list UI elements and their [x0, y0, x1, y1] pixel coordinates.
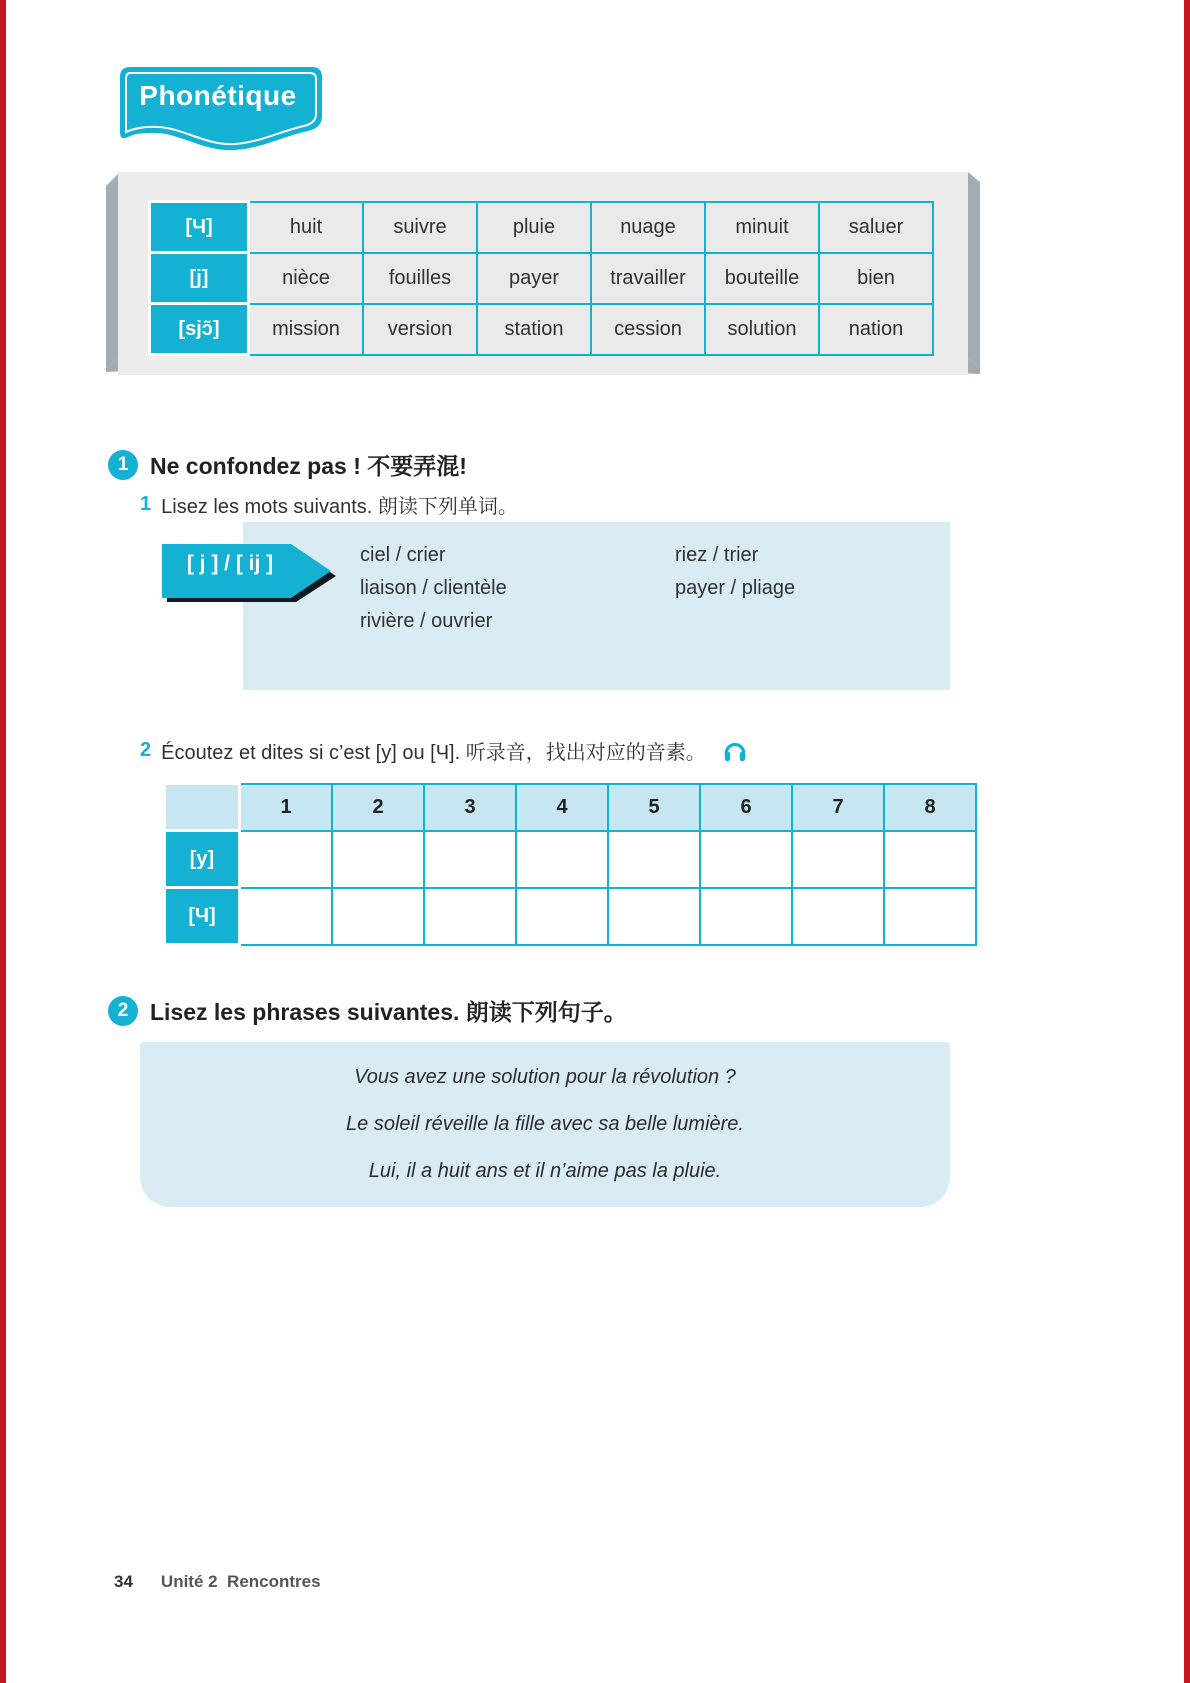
- word-cell: fouilles: [363, 253, 477, 304]
- exercise-number: 2: [140, 739, 152, 761]
- answer-cell: [700, 888, 792, 945]
- page-number: 34: [114, 1572, 133, 1591]
- page-edge-left: [0, 0, 6, 1683]
- column-header-cell: 4: [516, 784, 608, 831]
- phonetics-row: [150, 202, 934, 253]
- answer-cell: [240, 888, 333, 945]
- word-cell: payer: [477, 253, 591, 304]
- word-cell: solution: [705, 304, 819, 355]
- answer-cell: [240, 831, 333, 888]
- section-2-title: Lisez les phrases suivantes. 朗读下列句子。: [150, 999, 627, 1025]
- listening-row: [165, 831, 977, 888]
- phonetics-row: [150, 253, 934, 304]
- word-cell: bouteille: [705, 253, 819, 304]
- answer-cell: [792, 831, 884, 888]
- page-edge-right: [1184, 0, 1190, 1683]
- phonetics-row: [150, 304, 934, 355]
- word-pair: ciel / crier: [360, 544, 446, 566]
- answer-cell: [516, 888, 608, 945]
- phonetique-banner: [113, 64, 331, 156]
- word-cell: bien: [819, 253, 933, 304]
- section-1-heading: [108, 448, 467, 481]
- sentence-line: Le soleil réveille la fille avec sa belle lumière.: [346, 1113, 744, 1135]
- exercise-1-instruction: Lisez les mots suivants. 朗读下列单词。: [161, 496, 518, 518]
- column-header-cell: 7: [792, 784, 884, 831]
- section-number-badge: 2: [108, 996, 138, 1026]
- column-header-cell: 3: [424, 784, 516, 831]
- sentence-line: Lui, il a huit ans et il n’aime pas la pluie.: [368, 1160, 722, 1182]
- phonetics-table: [148, 200, 934, 356]
- word-cell: suivre: [363, 202, 477, 253]
- answer-cell: [608, 888, 700, 945]
- word-pair: payer / pliage: [675, 577, 796, 599]
- answer-cell: [424, 888, 516, 945]
- section-number-badge: 1: [108, 450, 138, 480]
- listening-table: [163, 782, 977, 946]
- answer-cell: [792, 888, 884, 945]
- word-cell: station: [477, 304, 591, 355]
- headphones-icon: [722, 738, 748, 764]
- word-cell: pluie: [477, 202, 591, 253]
- sentences-box: [140, 1042, 950, 1207]
- word-cell: huit: [249, 202, 364, 253]
- word-pair: liaison / clientèle: [360, 577, 507, 599]
- exercise-2-instruction-row: [140, 736, 748, 765]
- listening-row: [165, 888, 977, 945]
- section-2-heading: [108, 994, 627, 1027]
- exercise-1-instruction-row: [140, 490, 518, 519]
- sentences: [346, 1066, 744, 1183]
- word-cell: nation: [819, 304, 933, 355]
- word-cell: cession: [591, 304, 705, 355]
- phonetics-table-body: [150, 202, 934, 355]
- phonetic-symbol-cell: [Ч]: [150, 202, 249, 253]
- exercise-number: 1: [140, 493, 152, 515]
- column-header-cell: 5: [608, 784, 700, 831]
- corner-cell: [165, 784, 240, 831]
- row-label-cell: [y]: [165, 831, 240, 888]
- word-cell: saluer: [819, 202, 933, 253]
- answer-cell: [700, 831, 792, 888]
- phonetic-symbol-cell: [j]: [150, 253, 249, 304]
- page-footer: [114, 1572, 321, 1592]
- column-header-cell: 8: [884, 784, 976, 831]
- word-pair: riez / trier: [675, 544, 759, 566]
- word-cell: minuit: [705, 202, 819, 253]
- answer-cell: [884, 888, 976, 945]
- unit-label: Unité 2 Rencontres: [160, 1572, 321, 1591]
- word-cell: mission: [249, 304, 364, 355]
- listening-table-body: [165, 831, 977, 945]
- banner-title: Phonétique: [139, 80, 297, 111]
- answer-cell: [332, 888, 424, 945]
- answer-cell: [608, 831, 700, 888]
- phoneme-arrow-banner: [160, 540, 340, 604]
- answer-cell: [516, 831, 608, 888]
- arrow-banner-label: [ j ] / [ ij ]: [186, 552, 274, 575]
- word-pair: rivière / ouvrier: [360, 610, 493, 632]
- exercise-2-instruction: Écoutez et dites si c’est [y] ou [Ч]. 听录音，找出对应的音素。: [161, 742, 706, 764]
- word-cell: version: [363, 304, 477, 355]
- section-1-title: Ne confondez pas ! 不要弄混!: [150, 453, 467, 479]
- word-cell: nuage: [591, 202, 705, 253]
- word-pairs-right: [675, 545, 795, 599]
- word-cell: travailler: [591, 253, 705, 304]
- answer-cell: [884, 831, 976, 888]
- column-header-cell: 1: [240, 784, 333, 831]
- column-header-cell: 6: [700, 784, 792, 831]
- word-cell: nièce: [249, 253, 364, 304]
- phonetic-symbol-cell: [sjɔ̃]: [150, 304, 249, 355]
- answer-cell: [332, 831, 424, 888]
- column-header-cell: 2: [332, 784, 424, 831]
- row-label-cell: [Ч]: [165, 888, 240, 945]
- word-pairs-left: [360, 545, 507, 632]
- sentence-line: Vous avez une solution pour la révolution ?: [354, 1066, 736, 1088]
- answer-cell: [424, 831, 516, 888]
- listening-table-header: [165, 784, 977, 831]
- example-words-box: [243, 522, 950, 690]
